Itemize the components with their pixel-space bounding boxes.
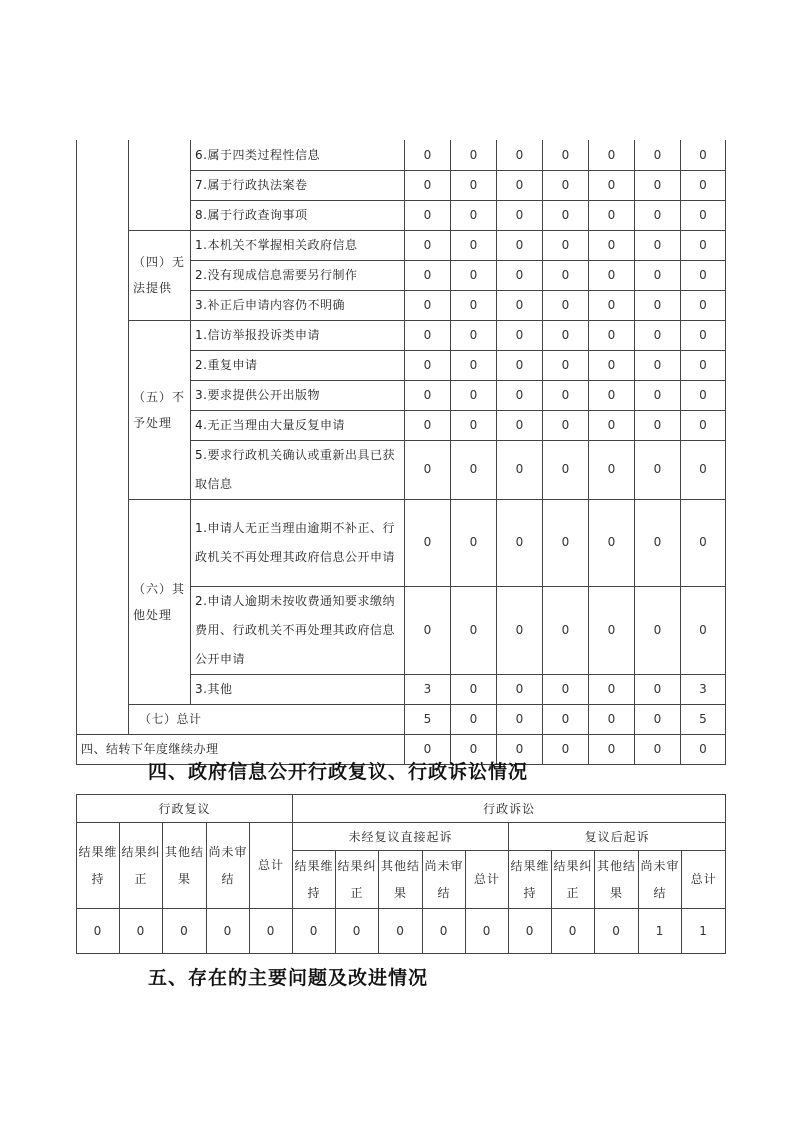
value-cell: 0 xyxy=(589,499,635,586)
value-cell: 0 xyxy=(497,380,543,410)
direct-col-2: 其他结果 xyxy=(379,851,423,909)
review-col-0: 结果维持 xyxy=(77,823,120,909)
value-cell: 0 xyxy=(543,499,589,586)
value-cell: 0 xyxy=(635,170,681,200)
table-row xyxy=(77,320,726,350)
group-label: （六）其他处理 xyxy=(129,499,191,704)
row-label: 3.要求提供公开出版物 xyxy=(191,380,405,410)
value-cell: 0 xyxy=(497,320,543,350)
direct-col-3: 尚未审结 xyxy=(423,851,466,909)
value-cell: 0 xyxy=(497,674,543,704)
value-cell: 0 xyxy=(543,290,589,320)
value-cell: 0 xyxy=(635,140,681,170)
value-cell: 0 xyxy=(405,380,451,410)
value-cell: 0 xyxy=(589,350,635,380)
value-cell: 0 xyxy=(405,200,451,230)
section-4-title: 四、政府信息公开行政复议、行政诉讼情况 xyxy=(148,761,529,783)
review-col-2: 其他结果 xyxy=(163,823,207,909)
total-value-cell: 0 xyxy=(543,704,589,734)
value-cell: 0 xyxy=(497,350,543,380)
after-value-2: 0 xyxy=(595,909,639,954)
review-col-4: 总计 xyxy=(250,823,293,909)
row-label: 1.申请人无正当理由逾期不补正、行政机关不再处理其政府信息公开申请 xyxy=(191,499,405,586)
value-cell: 0 xyxy=(681,290,726,320)
value-cell: 0 xyxy=(589,674,635,704)
value-cell: 0 xyxy=(451,290,497,320)
value-cell: 0 xyxy=(681,410,726,440)
value-cell: 0 xyxy=(543,260,589,290)
carryover-value-cell: 0 xyxy=(543,734,589,764)
value-cell: 0 xyxy=(451,499,497,586)
table-row xyxy=(77,140,726,170)
value-cell: 0 xyxy=(635,674,681,704)
value-cell: 0 xyxy=(635,320,681,350)
carryover-value-cell: 0 xyxy=(635,734,681,764)
value-cell: 0 xyxy=(451,410,497,440)
value-cell: 0 xyxy=(451,350,497,380)
row-label: 8.属于行政查询事项 xyxy=(191,200,405,230)
group-label: （五）不予处理 xyxy=(129,320,191,499)
value-cell: 0 xyxy=(681,499,726,586)
value-cell: 0 xyxy=(681,260,726,290)
after-value-0: 0 xyxy=(509,909,552,954)
total-row xyxy=(77,704,726,734)
value-cell: 0 xyxy=(405,230,451,260)
table-row xyxy=(77,230,726,260)
header-admin-review: 行政复议 xyxy=(77,795,293,823)
total-label: （七）总计 xyxy=(129,704,405,734)
value-cell: 0 xyxy=(589,200,635,230)
value-cell: 0 xyxy=(405,586,451,674)
header-direct-suit: 未经复议直接起诉 xyxy=(293,823,509,851)
value-cell: 0 xyxy=(589,440,635,499)
review-value-4: 0 xyxy=(250,909,293,954)
row-label: 4.无正当理由大量反复申请 xyxy=(191,410,405,440)
value-cell: 0 xyxy=(635,380,681,410)
direct-col-1: 结果纠正 xyxy=(336,851,379,909)
value-cell: 0 xyxy=(681,586,726,674)
value-cell: 0 xyxy=(635,260,681,290)
value-cell: 0 xyxy=(405,140,451,170)
value-cell: 0 xyxy=(635,410,681,440)
direct-value-4: 0 xyxy=(466,909,509,954)
group-label xyxy=(129,140,191,230)
review-col-3: 尚未审结 xyxy=(207,823,250,909)
value-cell: 0 xyxy=(405,170,451,200)
total-value-cell: 0 xyxy=(497,704,543,734)
value-cell: 0 xyxy=(589,140,635,170)
value-cell: 0 xyxy=(589,290,635,320)
group-label: （四）无法提供 xyxy=(129,230,191,320)
value-cell: 0 xyxy=(589,410,635,440)
row-label: 3.其他 xyxy=(191,674,405,704)
value-cell: 0 xyxy=(405,410,451,440)
row-label: 1.本机关不掌握相关政府信息 xyxy=(191,230,405,260)
row-label: 6.属于四类过程性信息 xyxy=(191,140,405,170)
value-cell: 0 xyxy=(497,230,543,260)
value-cell: 0 xyxy=(635,350,681,380)
value-cell: 0 xyxy=(451,380,497,410)
value-cell: 0 xyxy=(497,260,543,290)
review-litigation-table xyxy=(76,794,726,954)
value-cell: 0 xyxy=(681,320,726,350)
value-cell: 0 xyxy=(681,200,726,230)
row-label: 2.重复申请 xyxy=(191,350,405,380)
row-label: 5.要求行政机关确认或重新出具已获取信息 xyxy=(191,440,405,499)
value-cell: 0 xyxy=(681,350,726,380)
review-value-0: 0 xyxy=(77,909,120,954)
value-cell: 0 xyxy=(635,230,681,260)
value-cell: 0 xyxy=(543,140,589,170)
value-cell: 0 xyxy=(497,410,543,440)
value-cell: 0 xyxy=(681,170,726,200)
review-col-1: 结果纠正 xyxy=(120,823,163,909)
value-cell: 0 xyxy=(589,380,635,410)
value-cell: 3 xyxy=(405,674,451,704)
value-cell: 0 xyxy=(635,200,681,230)
after-value-4: 1 xyxy=(682,909,726,954)
value-cell: 0 xyxy=(497,290,543,320)
value-cell: 0 xyxy=(405,290,451,320)
value-cell: 0 xyxy=(497,200,543,230)
value-cell: 0 xyxy=(543,440,589,499)
value-cell: 0 xyxy=(589,230,635,260)
value-cell: 0 xyxy=(497,440,543,499)
row-label: 2.没有现成信息需要另行制作 xyxy=(191,260,405,290)
carryover-value-cell: 0 xyxy=(681,734,726,764)
after-col-0: 结果维持 xyxy=(509,851,552,909)
row-label: 2.申请人逾期未按收费通知要求缴纳费用、行政机关不再处理其政府信息公开申请 xyxy=(191,586,405,674)
value-cell: 0 xyxy=(405,260,451,290)
value-cell: 0 xyxy=(543,410,589,440)
total-value-cell: 0 xyxy=(635,704,681,734)
carryover-value-cell: 0 xyxy=(405,734,451,764)
value-cell: 0 xyxy=(497,140,543,170)
value-cell: 0 xyxy=(589,586,635,674)
review-value-2: 0 xyxy=(163,909,207,954)
total-value-cell: 5 xyxy=(405,704,451,734)
value-cell: 0 xyxy=(681,380,726,410)
row-label: 7.属于行政执法案卷 xyxy=(191,170,405,200)
value-cell: 3 xyxy=(681,674,726,704)
value-cell: 0 xyxy=(451,140,497,170)
after-value-1: 0 xyxy=(552,909,595,954)
after-value-3: 1 xyxy=(639,909,682,954)
value-cell: 0 xyxy=(405,350,451,380)
total-value-cell: 0 xyxy=(451,704,497,734)
value-cell: 0 xyxy=(543,674,589,704)
section-5-title: 五、存在的主要问题及改进情况 xyxy=(148,967,429,989)
row-label: 3.补正后申请内容仍不明确 xyxy=(191,290,405,320)
value-cell: 0 xyxy=(543,200,589,230)
value-cell: 0 xyxy=(635,586,681,674)
disclosure-results-table xyxy=(76,140,726,765)
value-cell: 0 xyxy=(405,440,451,499)
outer-category-cell xyxy=(77,140,129,734)
after-col-3: 尚未审结 xyxy=(639,851,682,909)
value-cell: 0 xyxy=(681,140,726,170)
value-cell: 0 xyxy=(589,170,635,200)
value-cell: 0 xyxy=(451,320,497,350)
value-cell: 0 xyxy=(451,674,497,704)
total-value-cell: 0 xyxy=(589,704,635,734)
review-value-1: 0 xyxy=(120,909,163,954)
value-cell: 0 xyxy=(451,230,497,260)
direct-value-1: 0 xyxy=(336,909,379,954)
after-col-1: 结果纠正 xyxy=(552,851,595,909)
header-admin-litigation: 行政诉讼 xyxy=(293,795,726,823)
value-cell: 0 xyxy=(451,260,497,290)
carryover-value-cell: 0 xyxy=(589,734,635,764)
value-cell: 0 xyxy=(635,290,681,320)
value-cell: 0 xyxy=(543,586,589,674)
table-row xyxy=(77,499,726,586)
value-cell: 0 xyxy=(543,350,589,380)
carryover-value-cell: 0 xyxy=(451,734,497,764)
value-cell: 0 xyxy=(589,320,635,350)
value-cell: 0 xyxy=(451,586,497,674)
value-cell: 0 xyxy=(497,586,543,674)
row-label: 1.信访举报投诉类申请 xyxy=(191,320,405,350)
value-cell: 0 xyxy=(635,499,681,586)
value-cell: 0 xyxy=(681,230,726,260)
value-cell: 0 xyxy=(543,380,589,410)
direct-value-2: 0 xyxy=(379,909,423,954)
after-col-4: 总计 xyxy=(682,851,726,909)
value-cell: 0 xyxy=(451,440,497,499)
value-cell: 0 xyxy=(543,170,589,200)
direct-value-3: 0 xyxy=(423,909,466,954)
value-cell: 0 xyxy=(681,440,726,499)
value-cell: 0 xyxy=(543,320,589,350)
direct-value-0: 0 xyxy=(293,909,336,954)
review-value-3: 0 xyxy=(207,909,250,954)
value-cell: 0 xyxy=(589,260,635,290)
total-value-cell: 5 xyxy=(681,704,726,734)
after-col-2: 其他结果 xyxy=(595,851,639,909)
value-cell: 0 xyxy=(497,170,543,200)
value-cell: 0 xyxy=(405,499,451,586)
direct-col-0: 结果维持 xyxy=(293,851,336,909)
carryover-label: 四、结转下年度继续办理 xyxy=(77,734,405,764)
value-cell: 0 xyxy=(497,499,543,586)
value-cell: 0 xyxy=(405,320,451,350)
direct-col-4: 总计 xyxy=(466,851,509,909)
header-after-review-suit: 复议后起诉 xyxy=(509,823,726,851)
value-cell: 0 xyxy=(451,170,497,200)
value-cell: 0 xyxy=(543,230,589,260)
value-cell: 0 xyxy=(635,440,681,499)
carryover-value-cell: 0 xyxy=(497,734,543,764)
value-cell: 0 xyxy=(451,200,497,230)
